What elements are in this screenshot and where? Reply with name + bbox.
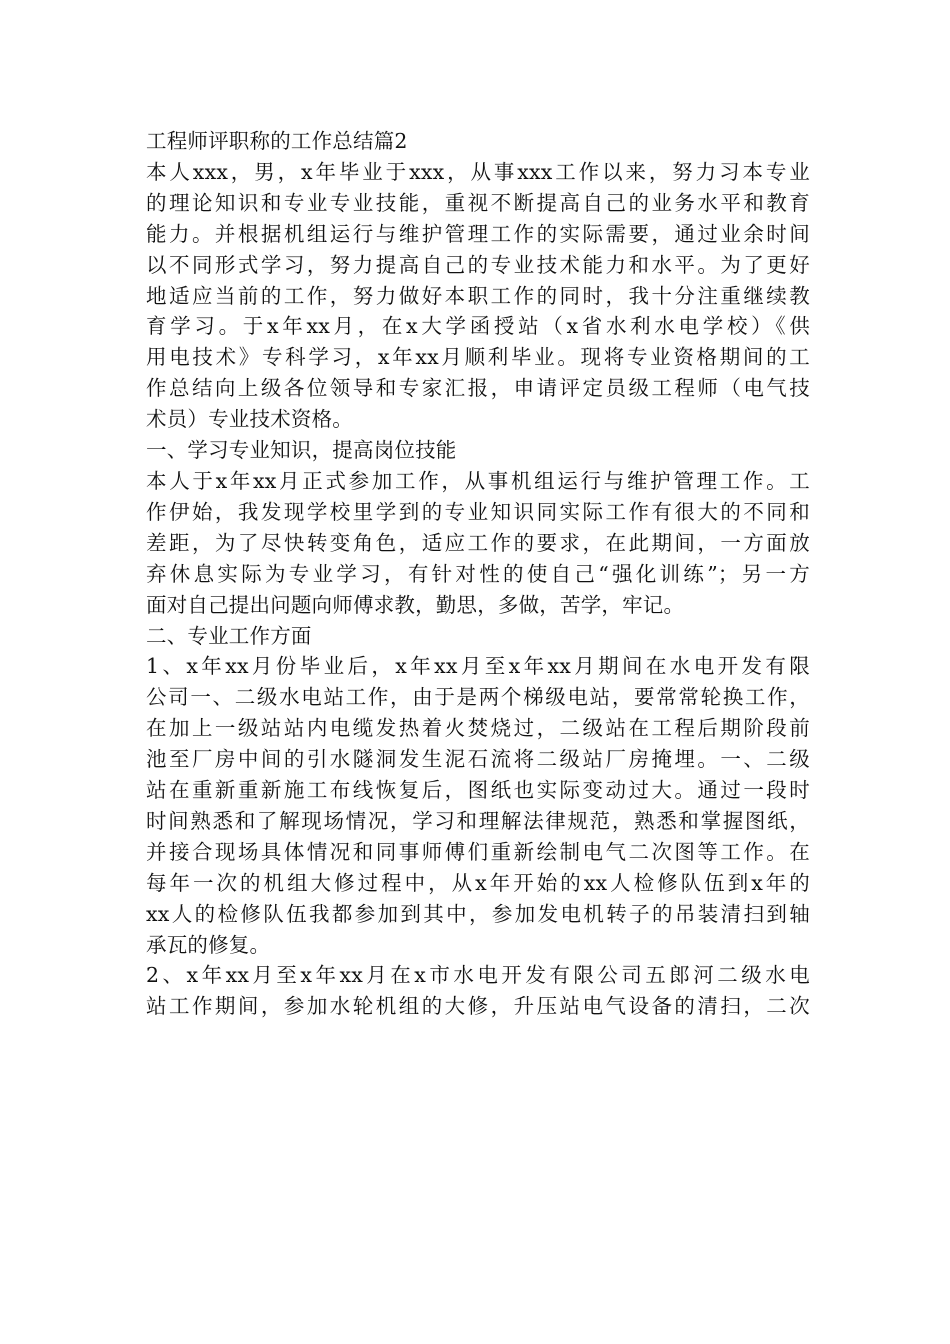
text-line: 时间熟悉和了解现场情况，学习和理解法律规范，熟悉和掌握图纸， [146, 808, 810, 833]
item-2-paragraph [146, 960, 810, 1022]
text-line: 2、x年xx月至x年xx月在x市水电开发有限公司五郎河二级水电 [146, 963, 810, 988]
text-line: 的理论知识和专业专业技能，重视不断提高自己的业务水平和教育 [146, 190, 810, 215]
document-body [146, 157, 810, 1022]
text-line: 育学习。于x年xx月，在x大学函授站（x省水利水电学校）《供 [146, 314, 810, 339]
text-line: 术员）专业技术资格。 [146, 407, 353, 432]
text-line: 以不同形式学习，努力提高自己的专业技术能力和水平。为了更好 [146, 252, 810, 277]
text-line: 二、专业工作方面 [146, 623, 312, 648]
text-line: 面对自己提出问题向师傅求教，勤思，多做，苦学，牢记。 [146, 592, 685, 617]
section-1-paragraph [146, 466, 810, 621]
text-line: 本人于x年xx月正式参加工作，从事机组运行与维护管理工作。工 [146, 468, 810, 493]
text-line: 并接合现场具体情况和同事师傅们重新绘制电气二次图等工作。在 [146, 839, 810, 864]
text-line: 地适应当前的工作，努力做好本职工作的同时，我十分注重继续教 [146, 283, 810, 308]
text-line: 本人xxx，男，x年毕业于xxx，从事xxx工作以来，努力习本专业 [146, 159, 810, 184]
text-line: 每年一次的机组大修过程中，从x年开始的xx人检修队伍到x年的 [146, 870, 810, 895]
text-line: 作伊始，我发现学校里学到的专业知识同实际工作有很大的不同和 [146, 499, 810, 524]
document-title: 工程师评职称的工作总结篇2 [146, 129, 408, 153]
intro-paragraph [146, 157, 810, 435]
text-line: 在加上一级站站内电缆发热着火焚烧过，二级站在工程后期阶段前 [146, 716, 810, 741]
text-line: 能力。并根据机组运行与维护管理工作的实际需要，通过业余时间 [146, 221, 810, 246]
text-line: 用电技术》专科学习，x年xx月顺利毕业。现将专业资格期间的工 [146, 345, 810, 370]
document-page [146, 126, 810, 1022]
heading-1 [146, 435, 810, 466]
text-line: 弃休息实际为专业学习，有针对性的使自己“强化训练”；另一方 [146, 561, 810, 586]
heading-2 [146, 621, 810, 652]
text-line: 公司一、二级水电站工作，由于是两个梯级电站，要常常轮换工作， [146, 685, 810, 710]
text-line: 承瓦的修复。 [146, 932, 271, 957]
text-line: xx人的检修队伍我都参加到其中，参加发电机转子的吊装清扫到轴 [146, 901, 810, 926]
text-line: 差距，为了尽快转变角色，适应工作的要求，在此期间，一方面放 [146, 530, 810, 555]
text-line: 站工作期间，参加水轮机组的大修，升压站电气设备的清扫，二次 [146, 994, 810, 1019]
item-1-paragraph [146, 651, 810, 960]
text-line: 池至厂房中间的引水隧洞发生泥石流将二级站厂房掩埋。一、二级 [146, 747, 810, 772]
text-line: 作总结向上级各位领导和专家汇报，申请评定员级工程师（电气技 [146, 376, 810, 401]
text-line: 一、学习专业知识，提高岗位技能 [146, 438, 457, 463]
text-line: 1、x年xx月份毕业后，x年xx月至x年xx月期间在水电开发有限 [146, 654, 810, 679]
text-line: 站在重新重新施工布线恢复后，图纸也实际变动过大。通过一段时 [146, 778, 810, 803]
